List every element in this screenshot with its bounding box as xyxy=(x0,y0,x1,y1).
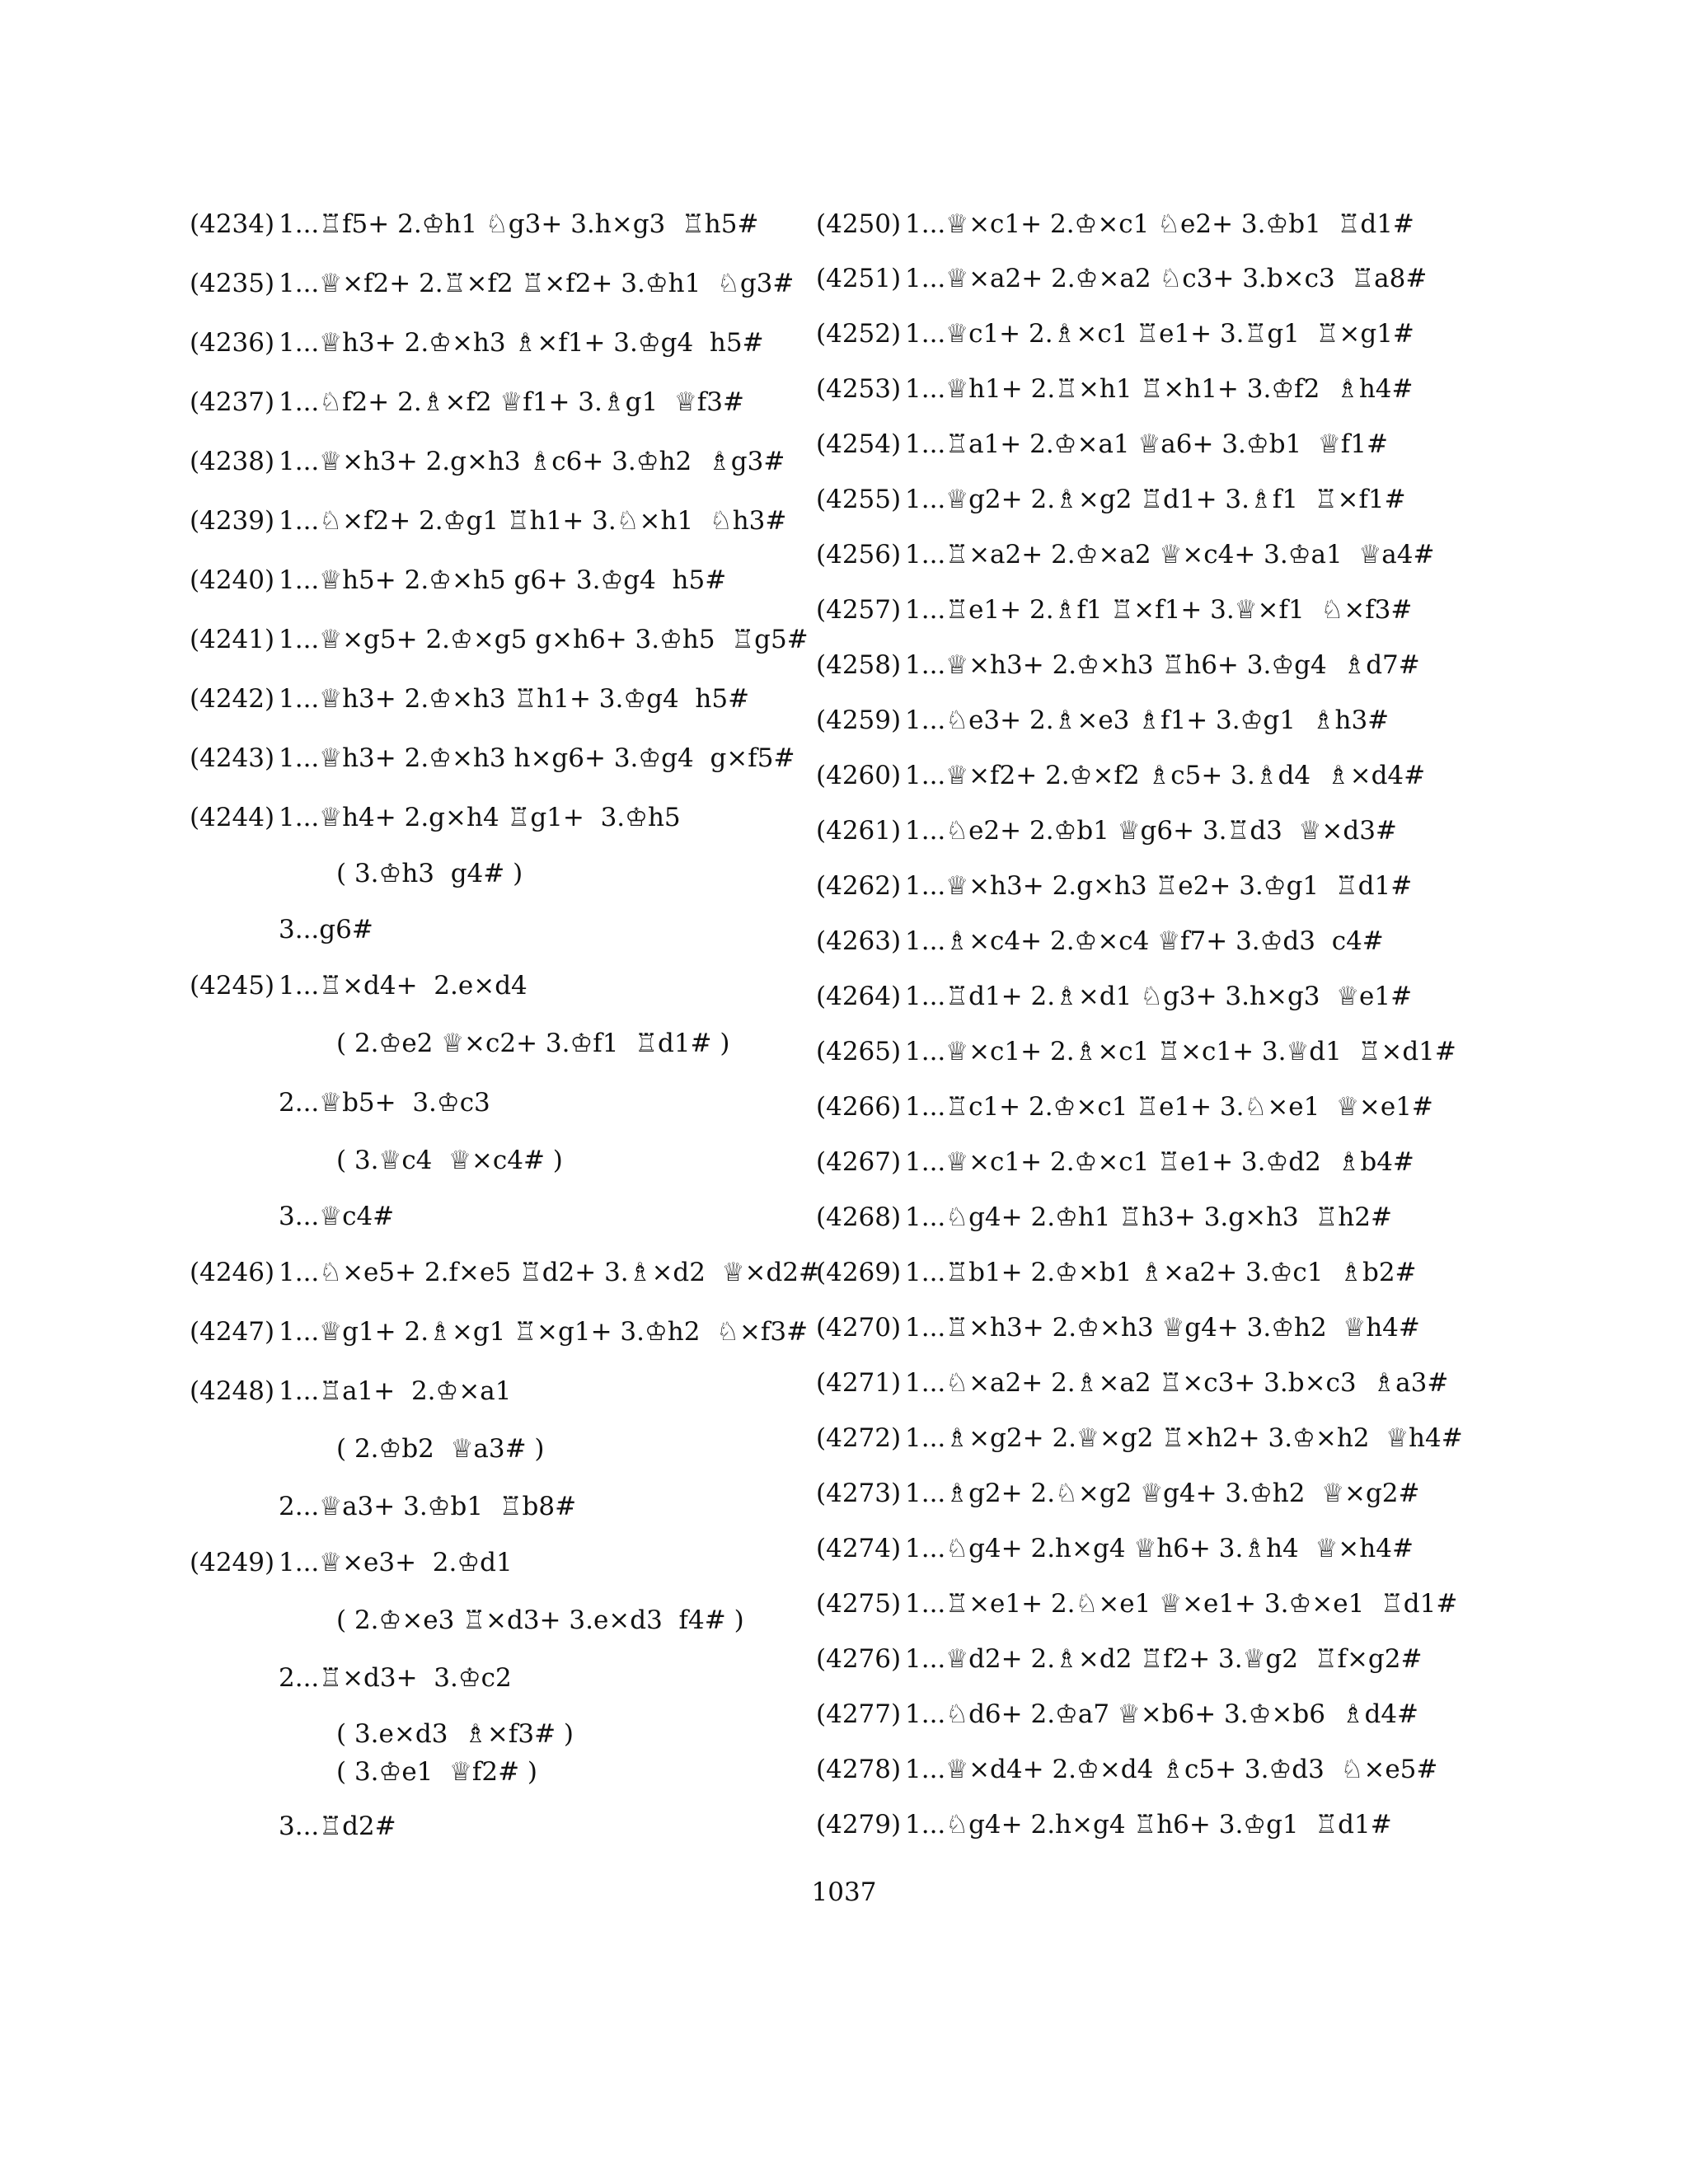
solution-moves: 1...♖×a2+ 2.♔×a2 ♕×c4+ 3.♔a1 ♕a4# xyxy=(905,540,1435,569)
problem-number: (4258) xyxy=(816,650,902,680)
variation-moves: ( 2.♔e2 ♕×c2+ 3.♔f1 ♖d1# ) xyxy=(336,1029,730,1058)
left-column xyxy=(190,0,821,2184)
problem-number: (4276) xyxy=(816,1644,902,1674)
variation-moves: ( 2.♔×e3 ♖×d3+ 3.e×d3 f4# ) xyxy=(336,1605,744,1635)
problem-number: (4254) xyxy=(816,429,902,459)
continuation-moves: 3...♕c4# xyxy=(279,1202,395,1231)
solution-moves: 1...♕c1+ 2.♗×c1 ♖e1+ 3.♖g1 ♖×g1# xyxy=(905,319,1414,349)
solution-moves: 1...♖×e1+ 2.♘×e1 ♕×e1+ 3.♔×e1 ♖d1# xyxy=(905,1589,1458,1619)
problem-number: (4263) xyxy=(816,926,902,956)
problem-number: (4261) xyxy=(816,816,902,846)
solution-moves: 1...♕g2+ 2.♗×g2 ♖d1+ 3.♗f1 ♖×f1# xyxy=(905,485,1406,514)
solution-moves: 1...♖f5+ 2.♔h1 ♘g3+ 3.h×g3 ♖h5# xyxy=(279,209,759,239)
page-number: 1037 xyxy=(811,1877,877,1907)
solution-moves: 1...♕h1+ 2.♖×h1 ♖×h1+ 3.♔f2 ♗h4# xyxy=(905,374,1414,404)
problem-number: (4267) xyxy=(816,1147,902,1177)
solution-moves: 1...♗×c4+ 2.♔×c4 ♕f7+ 3.♔d3 c4# xyxy=(905,926,1384,956)
problem-number: (4255) xyxy=(816,485,902,514)
solution-moves: 1...♖a1+ 2.♔×a1 ♕a6+ 3.♔b1 ♕f1# xyxy=(905,429,1388,459)
problem-number: (4253) xyxy=(816,374,902,404)
solution-moves: 1...♕d2+ 2.♗×d2 ♖f2+ 3.♕g2 ♖f×g2# xyxy=(905,1644,1423,1674)
variation-moves: ( 3.♔e1 ♕f2# ) xyxy=(336,1757,538,1787)
solution-moves: 1...♘×a2+ 2.♗×a2 ♖×c3+ 3.b×c3 ♗a3# xyxy=(905,1368,1449,1398)
problem-number: (4278) xyxy=(816,1755,902,1784)
solution-moves: 1...♘f2+ 2.♗×f2 ♕f1+ 3.♗g1 ♕f3# xyxy=(279,387,744,417)
solution-moves: 1...♕×f2+ 2.♖×f2 ♖×f2+ 3.♔h1 ♘g3# xyxy=(279,269,795,298)
continuation-moves: 3...g6# xyxy=(279,915,373,944)
solution-moves: 1...♕h3+ 2.♔×h3 ♖h1+ 3.♔g4 h5# xyxy=(279,684,750,714)
problem-number: (4270) xyxy=(816,1313,902,1343)
continuation-moves: 3...♖d2# xyxy=(279,1811,396,1841)
problem-number: (4240) xyxy=(190,565,275,595)
solution-moves: 1...♕×a2+ 2.♔×a2 ♘c3+ 3.b×c3 ♖a8# xyxy=(905,264,1428,293)
solution-moves: 1...♖×d4+ 2.e×d4 xyxy=(279,971,528,1001)
solution-moves: 1...♕×e3+ 2.♔d1 xyxy=(279,1548,513,1577)
problem-number: (4268) xyxy=(816,1202,902,1232)
continuation-moves: 2...♕b5+ 3.♔c3 xyxy=(279,1088,490,1118)
problem-number: (4238) xyxy=(190,447,275,476)
problem-number: (4269) xyxy=(816,1258,902,1287)
solution-moves: 1...♕×d4+ 2.♔×d4 ♗c5+ 3.♔d3 ♘×e5# xyxy=(905,1755,1438,1784)
solution-moves: 1...♖b1+ 2.♔×b1 ♗×a2+ 3.♔c1 ♗b2# xyxy=(905,1258,1417,1287)
solution-moves: 1...♘d6+ 2.♔a7 ♕×b6+ 3.♔×b6 ♗d4# xyxy=(905,1699,1419,1729)
solution-moves: 1...♖×h3+ 2.♔×h3 ♕g4+ 3.♔h2 ♕h4# xyxy=(905,1313,1420,1343)
problem-number: (4259) xyxy=(816,705,902,735)
problem-number: (4256) xyxy=(816,540,902,569)
problem-number: (4271) xyxy=(816,1368,902,1398)
solution-moves: 1...♘e3+ 2.♗×e3 ♗f1+ 3.♔g1 ♗h3# xyxy=(905,705,1390,735)
problem-number: (4236) xyxy=(190,328,275,358)
solution-moves: 1...♗×g2+ 2.♕×g2 ♖×h2+ 3.♔×h2 ♕h4# xyxy=(905,1423,1463,1453)
solution-moves: 1...♗g2+ 2.♘×g2 ♕g4+ 3.♔h2 ♕×g2# xyxy=(905,1479,1420,1508)
problem-number: (4265) xyxy=(816,1037,902,1066)
solution-moves: 1...♕h5+ 2.♔×h5 g6+ 3.♔g4 h5# xyxy=(279,565,727,595)
problem-number: (4279) xyxy=(816,1810,902,1840)
problem-number: (4264) xyxy=(816,982,902,1011)
right-column xyxy=(816,0,1463,2184)
variation-moves: ( 3.♔h3 g4# ) xyxy=(336,859,523,888)
problem-number: (4250) xyxy=(816,209,902,239)
solution-moves: 1...♖d1+ 2.♗×d1 ♘g3+ 3.h×g3 ♕e1# xyxy=(905,982,1413,1011)
solution-moves: 1...♕×c1+ 2.♔×c1 ♖e1+ 3.♔d2 ♗b4# xyxy=(905,1147,1414,1177)
problem-number: (4243) xyxy=(190,743,275,773)
problem-number: (4237) xyxy=(190,387,275,417)
solution-moves: 1...♕×c1+ 2.♔×c1 ♘e2+ 3.♔b1 ♖d1# xyxy=(905,209,1414,239)
problem-number: (4247) xyxy=(190,1317,275,1347)
problem-number: (4241) xyxy=(190,625,275,654)
solution-moves: 1...♘e2+ 2.♔b1 ♕g6+ 3.♖d3 ♕×d3# xyxy=(905,816,1397,846)
solution-moves: 1...♕g1+ 2.♗×g1 ♖×g1+ 3.♔h2 ♘×f3# xyxy=(279,1317,809,1347)
problem-number: (4235) xyxy=(190,269,275,298)
problem-number: (4239) xyxy=(190,506,275,536)
problem-number: (4242) xyxy=(190,684,275,714)
problem-number: (4234) xyxy=(190,209,275,239)
solution-moves: 1...♖e1+ 2.♗f1 ♖×f1+ 3.♕×f1 ♘×f3# xyxy=(905,595,1413,625)
problem-number: (4245) xyxy=(190,971,275,1001)
problem-number: (4248) xyxy=(190,1376,275,1406)
solution-moves: 1...♘g4+ 2.h×g4 ♖h6+ 3.♔g1 ♖d1# xyxy=(905,1810,1392,1840)
solution-moves: 1...♘g4+ 2.♔h1 ♖h3+ 3.g×h3 ♖h2# xyxy=(905,1202,1392,1232)
variation-moves: ( 3.♕c4 ♕×c4# ) xyxy=(336,1146,563,1175)
problem-number: (4249) xyxy=(190,1548,275,1577)
solution-moves: 1...♘×e5+ 2.f×e5 ♖d2+ 3.♗×d2 ♕×d2# xyxy=(279,1258,821,1287)
problem-number: (4260) xyxy=(816,761,902,790)
solution-moves: 1...♕×h3+ 2.g×h3 ♗c6+ 3.♔h2 ♗g3# xyxy=(279,447,785,476)
problem-number: (4272) xyxy=(816,1423,902,1453)
problem-number: (4273) xyxy=(816,1479,902,1508)
problem-number: (4252) xyxy=(816,319,902,349)
solution-moves: 1...♕h4+ 2.g×h4 ♖g1+ 3.♔h5 xyxy=(279,803,681,832)
solution-moves: 1...♕×h3+ 2.g×h3 ♖e2+ 3.♔g1 ♖d1# xyxy=(905,871,1413,901)
solution-moves: 1...♖c1+ 2.♔×c1 ♖e1+ 3.♘×e1 ♕×e1# xyxy=(905,1092,1433,1122)
problem-number: (4274) xyxy=(816,1534,902,1563)
problem-number: (4266) xyxy=(816,1092,902,1122)
problem-number: (4251) xyxy=(816,264,902,293)
problem-number: (4244) xyxy=(190,803,275,832)
solution-moves: 1...♕×c1+ 2.♗×c1 ♖×c1+ 3.♕d1 ♖×d1# xyxy=(905,1037,1456,1066)
continuation-moves: 2...♕a3+ 3.♔b1 ♖b8# xyxy=(279,1492,577,1521)
solution-moves: 1...♕h3+ 2.♔×h3 h×g6+ 3.♔g4 g×f5# xyxy=(279,743,795,773)
solution-moves: 1...♕×h3+ 2.♔×h3 ♖h6+ 3.♔g4 ♗d7# xyxy=(905,650,1420,680)
problem-number: (4277) xyxy=(816,1699,902,1729)
problem-number: (4257) xyxy=(816,595,902,625)
solution-moves: 1...♘×f2+ 2.♔g1 ♖h1+ 3.♘×h1 ♘h3# xyxy=(279,506,787,536)
solution-moves: 1...♕h3+ 2.♔×h3 ♗×f1+ 3.♔g4 h5# xyxy=(279,328,764,358)
solution-moves: 1...♘g4+ 2.h×g4 ♕h6+ 3.♗h4 ♕×h4# xyxy=(905,1534,1414,1563)
variation-moves: ( 2.♔b2 ♕a3# ) xyxy=(336,1434,545,1464)
solution-moves: 1...♕×f2+ 2.♔×f2 ♗c5+ 3.♗d4 ♗×d4# xyxy=(905,761,1426,790)
problem-number: (4246) xyxy=(190,1258,275,1287)
continuation-moves: 2...♖×d3+ 3.♔c2 xyxy=(279,1663,512,1693)
problem-number: (4275) xyxy=(816,1589,902,1619)
solution-moves: 1...♖a1+ 2.♔×a1 xyxy=(279,1376,512,1406)
solution-moves: 1...♕×g5+ 2.♔×g5 g×h6+ 3.♔h5 ♖g5# xyxy=(279,625,809,654)
problem-number: (4262) xyxy=(816,871,902,901)
variation-moves: ( 3.e×d3 ♗×f3# ) xyxy=(336,1719,574,1749)
